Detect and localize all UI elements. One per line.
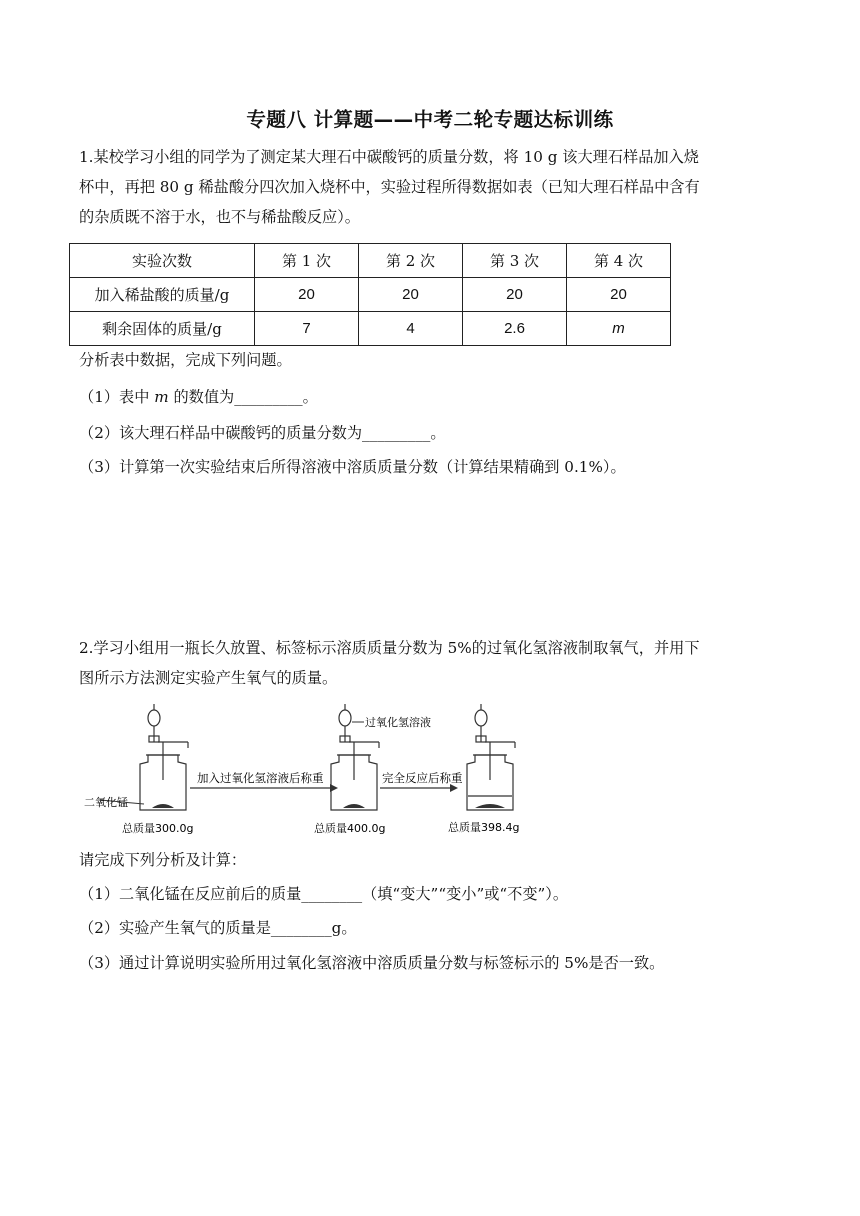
h2o2-label: 过氧化氢溶液 <box>365 716 431 729</box>
apparatus-1 <box>140 704 188 810</box>
sub-1-prefix: （1）表中 <box>79 388 155 406</box>
table-header-cell: 第 4 次 <box>567 244 671 278</box>
table-row <box>70 278 671 312</box>
table-cell: 20 <box>255 278 359 312</box>
question-2-stem <box>79 633 779 693</box>
mno2-solid-3 <box>475 804 505 808</box>
question-1-sub-3: （3）计算第一次实验结束后所得溶液中溶质质量分数（计算结果精确到 0.1%）。 <box>79 458 626 476</box>
question-2-sub-1: （1）二氧化锰在反应前后的质量________（填“变大”“变小”或“不变”）。 <box>79 885 569 903</box>
question-1-sub-1 <box>79 386 318 408</box>
question-1-sub-2: （2）该大理石样品中碳酸钙的质量分数为_________。 <box>79 424 446 442</box>
experiment-apparatus-figure <box>82 700 532 840</box>
question-2-line: 图所示方法测定实验产生氧气的质量。 <box>79 669 338 687</box>
table-cell: 20 <box>567 278 671 312</box>
table-cell: m <box>567 312 671 346</box>
table-header-cell: 实验次数 <box>70 244 255 278</box>
experiment-data-table <box>69 243 671 346</box>
mno2-label: 二氧化锰 <box>84 796 128 809</box>
mass-label-1: 总质量300.0g <box>122 822 194 835</box>
mass-label-3: 总质量398.4g <box>448 821 520 834</box>
arrow-2-head <box>450 784 458 792</box>
apparatus-3 <box>467 704 515 810</box>
table-cell: 2.6 <box>463 312 567 346</box>
question-1-line: 杯中，再把 80 g 稀盐酸分四次加入烧杯中，实验过程所得数据如表（已知大理石样品中含有 <box>79 178 700 196</box>
table-row-label: 剩余固体的质量/g <box>70 312 255 346</box>
question-1-instruction: 分析表中数据，完成下列问题。 <box>79 351 292 369</box>
question-2-line: 2.学习小组用一瓶长久放置、标签标示溶质质量分数为 5%的过氧化氢溶液制取氧气，并用下 <box>79 639 700 657</box>
question-2-sub-3: （3）通过计算说明实验所用过氧化氢溶液中溶质质量分数与标签标示的 5%是否一致。 <box>79 954 665 972</box>
variable-m: m <box>154 388 169 406</box>
table-header-cell: 第 1 次 <box>255 244 359 278</box>
table-header-cell: 第 2 次 <box>359 244 463 278</box>
mno2-solid-1 <box>152 804 174 808</box>
table-row-label: 加入稀盐酸的质量/g <box>70 278 255 312</box>
mno2-solid-2 <box>343 804 365 808</box>
question-2-intro: 请完成下列分析及计算： <box>79 851 247 869</box>
arrow-1-label: 加入过氧化氢溶液后称重 <box>197 771 324 785</box>
table-cell: 20 <box>463 278 567 312</box>
table-cell: 20 <box>359 278 463 312</box>
question-1-line: 1.某校学习小组的同学为了测定某大理石中碳酸钙的质量分数，将 10 g 该大理石样品加入烧 <box>79 148 699 166</box>
table-row <box>70 312 671 346</box>
mass-label-2: 总质量400.0g <box>314 822 386 835</box>
question-1-stem <box>79 142 779 232</box>
sub-1-suffix: 的数值为_________。 <box>168 388 318 406</box>
page-title: 专题八 计算题——中考二轮专题达标训练 <box>246 108 614 131</box>
question-2-sub-2: （2）实验产生氧气的质量是________g。 <box>79 919 357 937</box>
arrow-2-label: 完全反应后称重 <box>382 771 463 785</box>
table-header-cell: 第 3 次 <box>463 244 567 278</box>
table-cell: 4 <box>359 312 463 346</box>
table-cell: 7 <box>255 312 359 346</box>
question-1-line: 的杂质既不溶于水，也不与稀盐酸反应）。 <box>79 208 360 226</box>
table-header-row <box>70 244 671 278</box>
